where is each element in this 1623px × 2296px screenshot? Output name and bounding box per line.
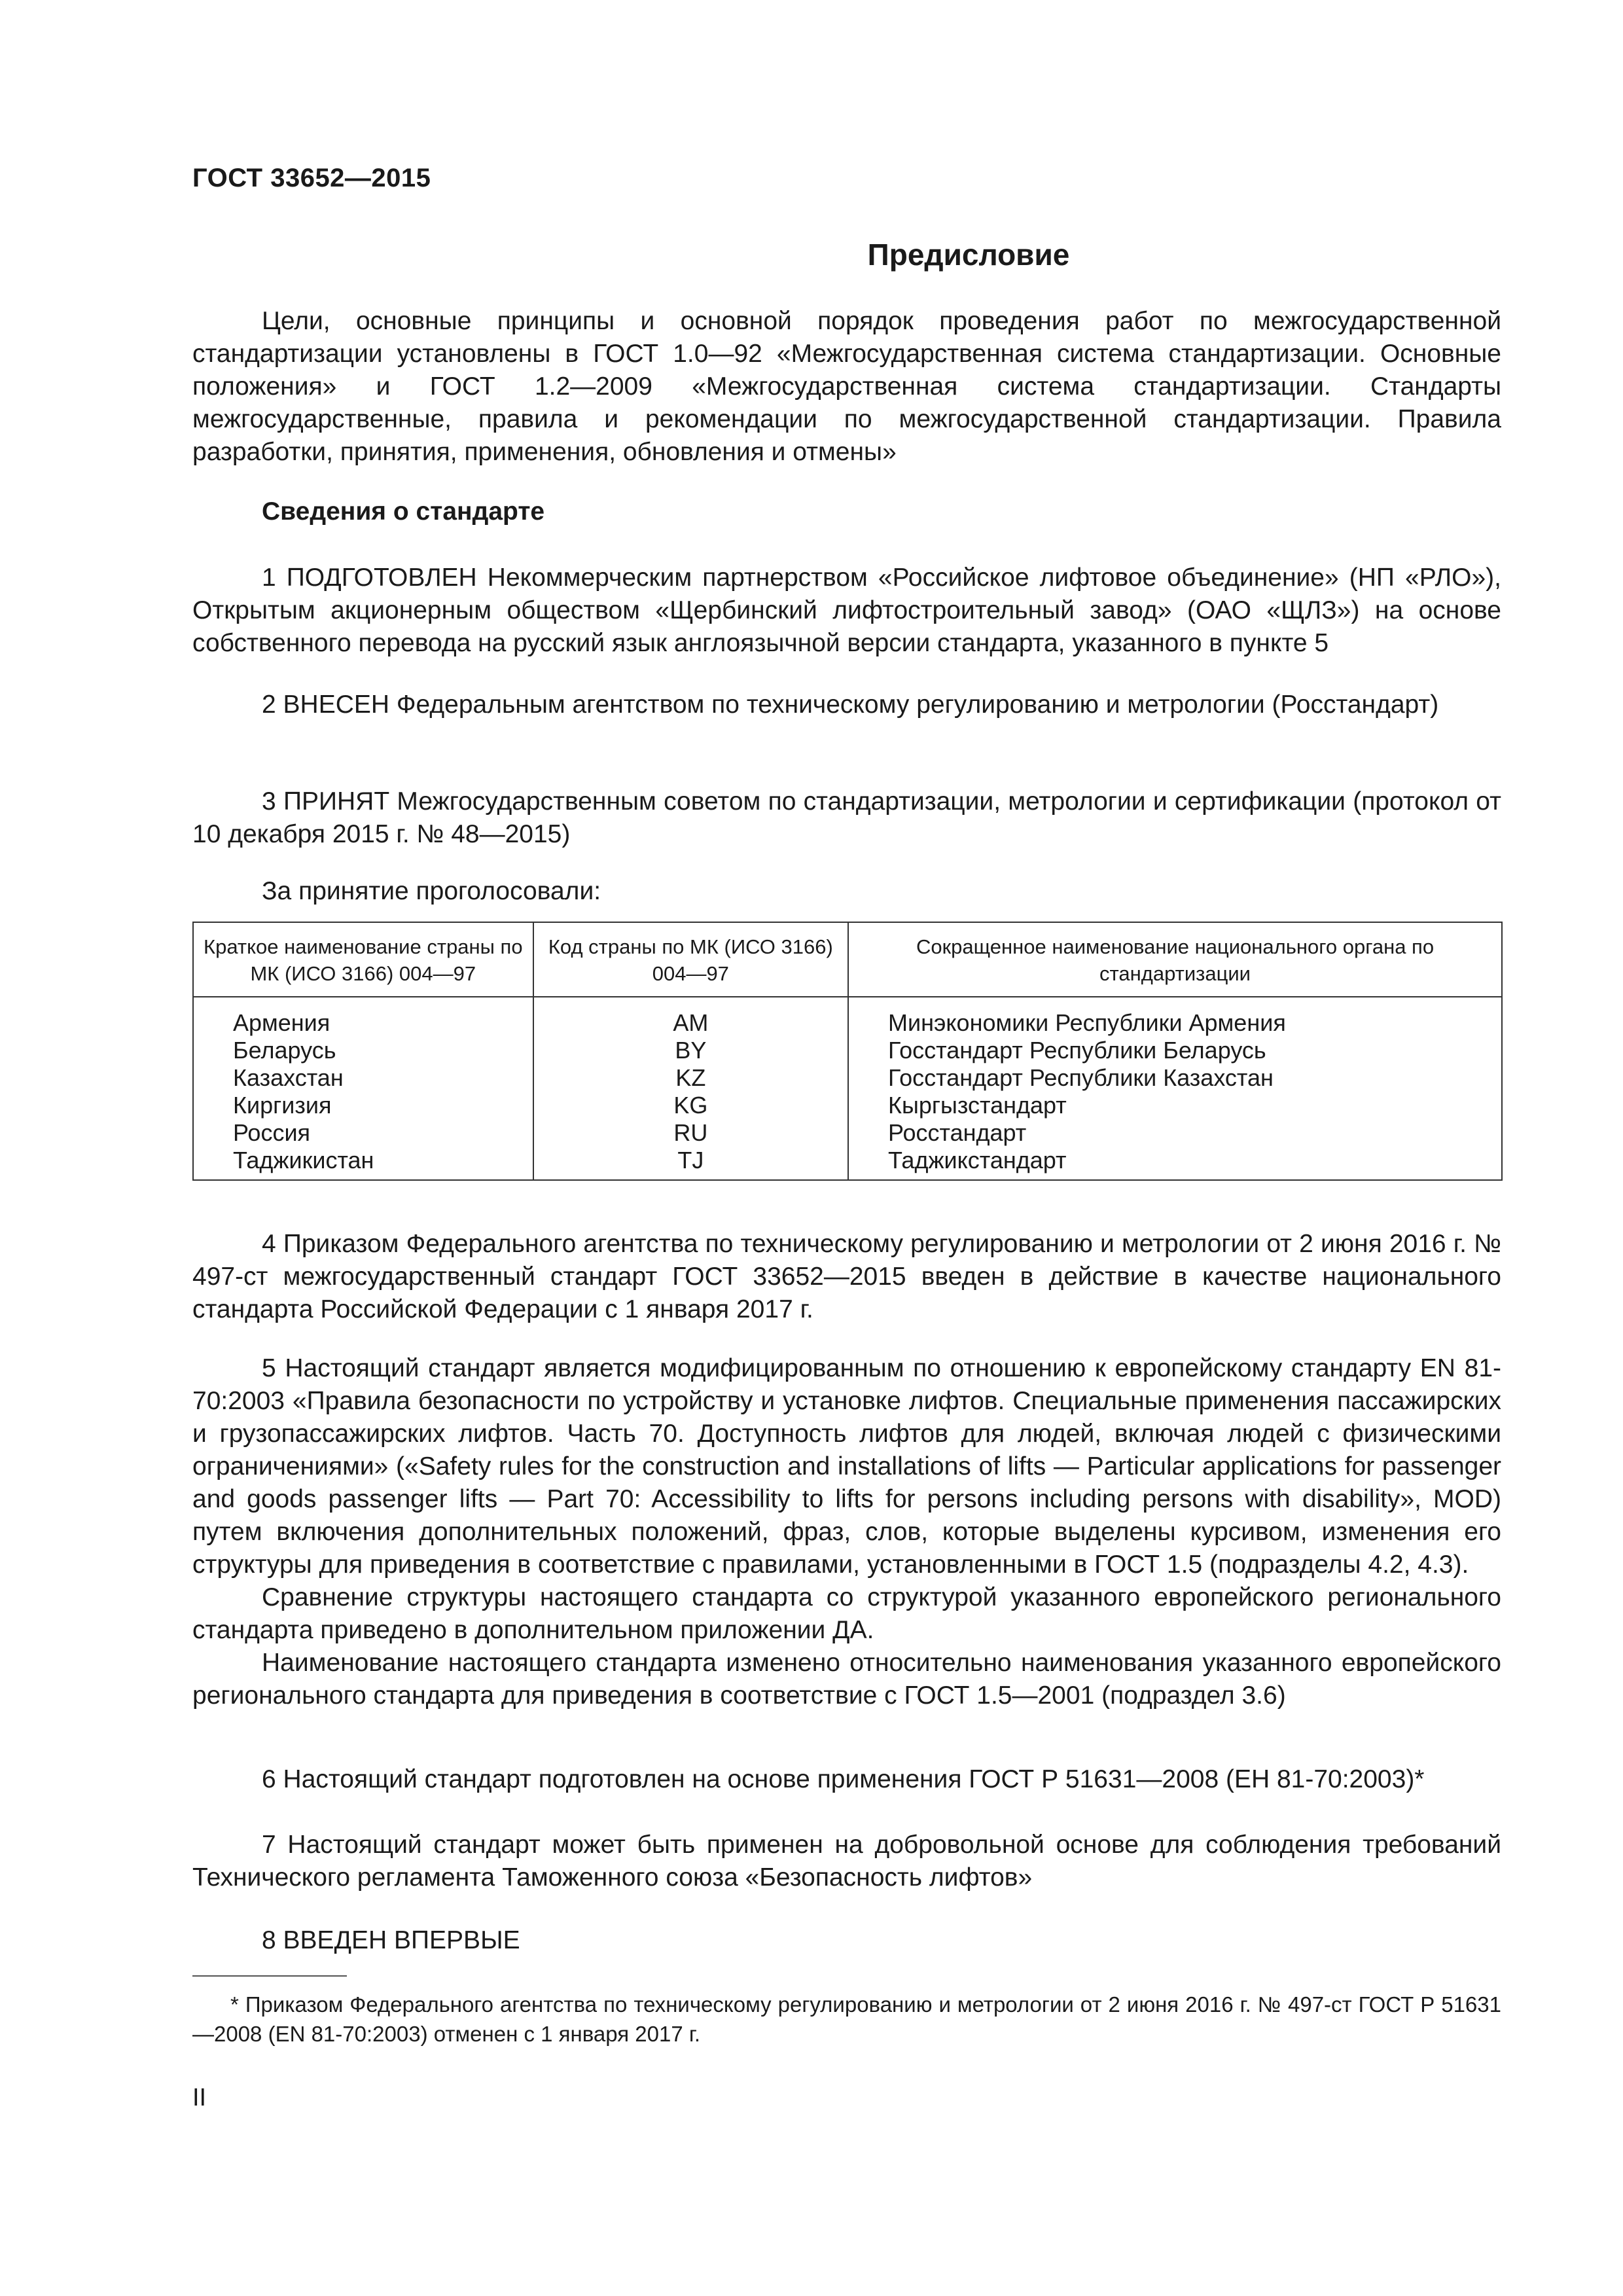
item-1-text: 1 ПОДГОТОВЛЕН Некоммерческим партнерством «Российское лифтовое объединение» (НП «РЛО»), Открытым акционерным обществом «Щербинский лифтостроительный завод» (ОАО «ЩЛЗ») на основе собственного перевода на русский язык англоязычной версии стандарта, указанного в пункте 5	[192, 564, 1501, 657]
item-5	[192, 1352, 1501, 1712]
standards-body: Росстандарт	[848, 1119, 1502, 1147]
country-name: Казахстан	[193, 1064, 533, 1092]
intro-text: Цели, основные принципы и основной порядок проведения работ по межгосударственной стандартизации установлены в ГОСТ 1.0—92 «Межгосударственная система стандартизации. Основные положения» и ГОСТ 1.2—2009 «Межгосударственная система стандартизации. Стандарты межгосударственные, правила и рекомендации по межгосударственной стандартизации. Правила разработки, принятия, применения, обновления и отмены»	[192, 307, 1501, 466]
table-header-country: Краткое наименование страны по МК (ИСО 3166) 004—97	[193, 922, 533, 997]
country-name: Беларусь	[193, 1037, 533, 1064]
table-header-code: Код страны по МК (ИСО 3166) 004—97	[533, 922, 848, 997]
standard-code-header: ГОСТ 33652—2015	[192, 164, 431, 192]
item-2	[192, 689, 1501, 721]
voting-countries-table	[192, 922, 1503, 1181]
vote-label: За принятие проголосовали:	[262, 877, 601, 905]
table-row	[193, 1064, 1502, 1092]
standards-body: Таджикстандарт	[848, 1147, 1502, 1180]
table-header-body: Сокращенное наименование национального органа по стандартизации	[848, 922, 1502, 997]
item-7	[192, 1829, 1501, 1894]
country-code: TJ	[533, 1147, 848, 1180]
country-name: Россия	[193, 1119, 533, 1147]
item-2-text: 2 ВНЕСЕН Федеральным агентством по техническому регулированию и метрологии (Росстандарт)	[262, 691, 1439, 719]
country-name: Таджикистан	[193, 1147, 533, 1180]
page-number: II	[192, 2084, 207, 2111]
item-3	[192, 785, 1501, 851]
item-5-comparison-text: Сравнение структуры настоящего стандарта со структурой указанного европейского регионального стандарта приведено в дополнительном приложении ДА.	[192, 1583, 1501, 1644]
footnote	[192, 1990, 1501, 2049]
item-5-naming-text: Наименование настоящего стандарта изменено относительно наименования указанного европейского регионального стандарта для приведения в соответствие с ГОСТ 1.5—2001 (подраздел 3.6)	[192, 1649, 1501, 1710]
item-5-text: 5 Настоящий стандарт является модифицированным по отношению к европейскому стандарту EN 81-70:2003 «Правила безопасности по устройству и установке лифтов. Специальные применения пассажирских и грузопассажирских лифтов. Часть 70. Доступность лифтов для людей, включая людей с физическими ограничениями» («Safety rules for the construction and installations of lifts — Particular applications for passenger and goods passenger lifts — Part 70: Accessibility to lifts for persons including persons with disability», MOD) путем включения дополнительных положений, фраз, слов, которые выделены курсивом, изменения его структуры для приведения в соответствие с правилами, установленными в ГОСТ 1.5 (подразделы 4.2, 4.3).	[192, 1354, 1501, 1579]
footnote-divider	[192, 1975, 347, 1977]
item-3-text: 3 ПРИНЯТ Межгосударственным советом по стандартизации, метрологии и сертификации (протокол от 10 декабря 2015 г. № 48—2015)	[192, 787, 1501, 848]
page-title: Предисловие	[867, 238, 1070, 272]
table-row	[193, 1119, 1502, 1147]
item-6	[192, 1763, 1501, 1796]
country-code: AM	[533, 997, 848, 1037]
item-8	[192, 1924, 1501, 1957]
standards-body: Госстандарт Республики Беларусь	[848, 1037, 1502, 1064]
item-7-text: 7 Настоящий стандарт может быть применен на добровольной основе для соблюдения требований Технического регламента Таможенного союза «Безопасность лифтов»	[192, 1831, 1501, 1892]
footnote-text: * Приказом Федерального агентства по техническому регулированию и метрологии от 2 июня 2016 г. № 497-ст ГОСТ Р 51631—2008 (EN 81-70:2003) отменен с 1 января 2017 г.	[192, 1992, 1501, 2046]
table-row	[193, 997, 1502, 1037]
item-4	[192, 1228, 1501, 1326]
standards-body: Кыргызстандарт	[848, 1092, 1502, 1119]
section-heading: Сведения о стандарте	[262, 497, 545, 526]
standards-body: Минэкономики Республики Армения	[848, 997, 1502, 1037]
table-header-row	[193, 922, 1502, 997]
intro-paragraph	[192, 305, 1501, 469]
table-row	[193, 1092, 1502, 1119]
standards-body: Госстандарт Республики Казахстан	[848, 1064, 1502, 1092]
country-code: BY	[533, 1037, 848, 1064]
table-row	[193, 1037, 1502, 1064]
item-4-text: 4 Приказом Федерального агентства по техническому регулированию и метрологии от 2 июня 2016 г. № 497-ст межгосударственный стандарт ГОСТ 33652—2015 введен в действие в качестве национального стандарта Российской Федерации с 1 января 2017 г.	[192, 1230, 1501, 1323]
country-name: Киргизия	[193, 1092, 533, 1119]
item-1	[192, 562, 1501, 660]
country-code: KZ	[533, 1064, 848, 1092]
country-code: RU	[533, 1119, 848, 1147]
country-name: Армения	[193, 997, 533, 1037]
table-row	[193, 1147, 1502, 1180]
item-8-text: 8 ВВЕДЕН ВПЕРВЫЕ	[262, 1926, 520, 1954]
item-6-text: 6 Настоящий стандарт подготовлен на основе применения ГОСТ Р 51631—2008 (ЕН 81-70:2003)*	[262, 1765, 1425, 1793]
country-code: KG	[533, 1092, 848, 1119]
